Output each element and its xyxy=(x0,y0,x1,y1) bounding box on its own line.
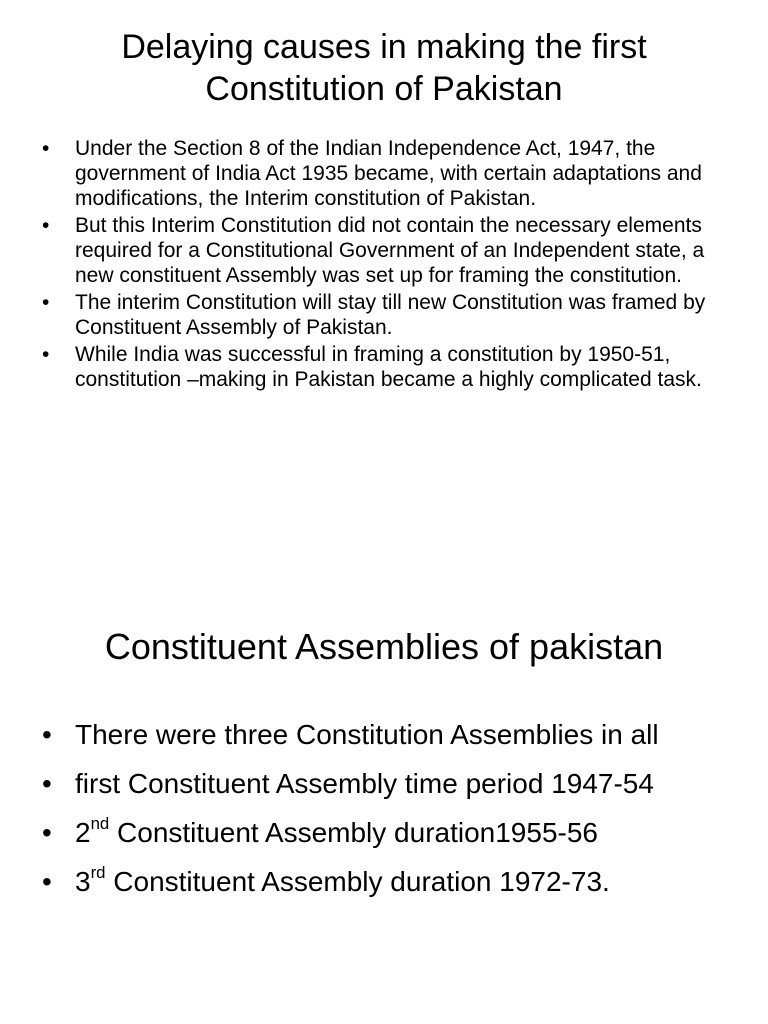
slide-2-bullet-list xyxy=(42,714,728,910)
bullet-icon: • xyxy=(42,719,52,750)
list-item xyxy=(42,213,722,288)
bullet-text: While India was successful in framing a constitution by 1950-51, constitution –making in Pakistan became a highly complicated task. xyxy=(75,343,702,391)
bullet-text: But this Interim Constitution did not contain the necessary elements required for a Constitutional Government of an Independent state, a new constituent Assembly was set up for framing the constitution. xyxy=(75,214,705,287)
list-item xyxy=(42,714,728,755)
list-item xyxy=(42,861,728,902)
list-item xyxy=(42,812,728,853)
bullet-icon: • xyxy=(42,291,50,314)
bullet-text: The interim Constitution will stay till new Constitution was framed by Constituent Assembly of Pakistan. xyxy=(75,291,706,339)
bullet-icon: • xyxy=(42,817,52,848)
slide-2-title: Constituent Assemblies of pakistan xyxy=(104,626,664,667)
ordinal-suffix: rd xyxy=(90,863,106,883)
bullet-text: There were three Constitution Assemblies in all xyxy=(75,719,659,750)
slide-1-bullet-list xyxy=(42,136,722,394)
ordinal-suffix: nd xyxy=(90,814,110,834)
slide-1-title: Delaying causes in making the first Constitution of Pakistan xyxy=(121,28,647,108)
list-item xyxy=(42,136,722,211)
bullet-icon: • xyxy=(42,137,50,160)
slide-2 xyxy=(0,512,768,1024)
bullet-icon: • xyxy=(42,214,50,237)
bullet-icon: • xyxy=(42,866,52,897)
bullet-icon: • xyxy=(42,343,50,366)
list-item xyxy=(42,290,722,340)
bullet-text: first Constituent Assembly time period 1947-54 xyxy=(75,768,654,799)
bullet-icon: • xyxy=(42,768,52,799)
bullet-text: 2nd Constituent Assembly duration1955-56 xyxy=(75,814,598,848)
list-item xyxy=(42,763,728,804)
list-item xyxy=(42,342,722,392)
bullet-text: 3rd Constituent Assembly duration 1972-73. xyxy=(75,863,610,897)
bullet-text: Under the Section 8 of the Indian Independence Act, 1947, the government of India Act 1935 became, with certain adaptations and modifications, the Interim constitution of Pakistan. xyxy=(75,137,702,210)
